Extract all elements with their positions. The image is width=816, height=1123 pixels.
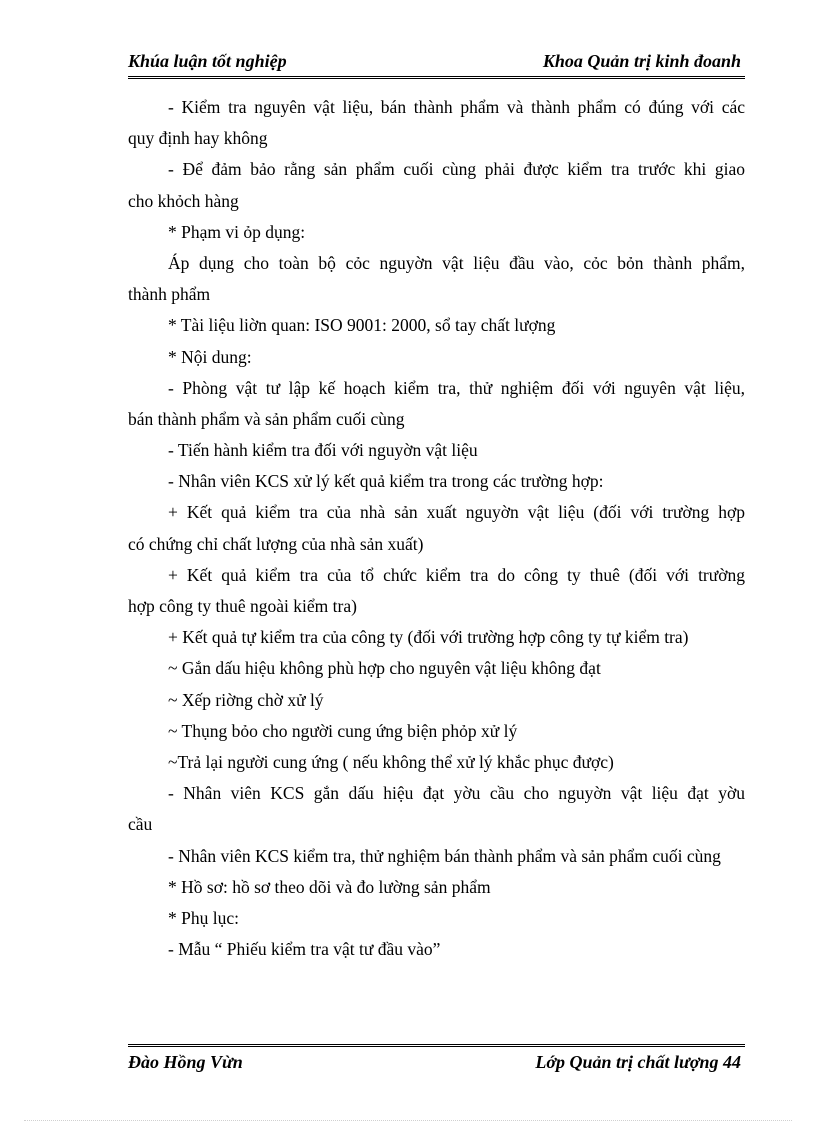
- body-line: - Nhân viên KCS kiểm tra, thử nghiệm bán thành phẩm và sản phẩm cuối cùng: [168, 845, 721, 866]
- body-line: ~Trả lại người cung ứng ( nếu không thể xử lý khắc phục được): [168, 751, 614, 772]
- body-line: - Nhân viên KCS gắn dấu hiệu đạt yờu cầu cho nguyờn vật liệu đạt yờu: [168, 783, 745, 804]
- body-line: - Mẫu “ Phiếu kiểm tra vật tư đầu vào”: [168, 939, 441, 960]
- footer-author: Đào Hồng Vừn: [128, 1052, 243, 1072]
- body-line: ~ Gắn dấu hiệu không phù hợp cho nguyên vật liệu không đạt: [168, 658, 601, 679]
- body-line: * Hồ sơ: hồ sơ theo dõi và đo lường sản phẩm: [168, 876, 491, 897]
- page-footer: [128, 1044, 745, 1075]
- body-line: - Nhân viên KCS xử lý kết quả kiểm tra trong các trường hợp:: [168, 471, 604, 492]
- body-line: ~ Thụng bỏo cho người cung ứng biện phỏp xử lý: [168, 720, 518, 741]
- body-line: Áp dụng cho toàn bộ cỏc nguyờn vật liệu đầu vào, cỏc bỏn thành phẩm,: [168, 252, 745, 273]
- page-header: [128, 46, 745, 79]
- body-line: * Phạm vi ỏp dụng:: [168, 221, 306, 242]
- body-line: quy định hay không: [128, 128, 268, 149]
- body-line: cho khỏch hàng: [128, 190, 239, 211]
- body-line: * Phụ lục:: [168, 907, 239, 928]
- body-line: + Kết quả kiểm tra của nhà sản xuất nguyờn vật liệu (đối với trường hợp: [168, 502, 745, 523]
- body-line: cầu: [128, 814, 153, 835]
- body-line: thành phẩm: [128, 284, 211, 305]
- body-line: + Kết quả kiểm tra của tổ chức kiểm tra do công ty thuê (đối với trường: [168, 564, 745, 585]
- body-line: - Phòng vật tư lập kế hoạch kiểm tra, thử nghiệm đối với nguyên vật liệu,: [168, 377, 745, 398]
- body-line: * Tài liệu liờn quan: ISO 9001: 2000, sổ tay chất lượng: [168, 315, 556, 336]
- document-body: [128, 92, 745, 965]
- body-line: - Kiểm tra nguyên vật liệu, bán thành phẩm và thành phẩm có đúng với các: [168, 97, 745, 117]
- body-line: + Kết quả tự kiểm tra của công ty (đối với trường hợp công ty tự kiểm tra): [168, 627, 689, 648]
- header-faculty: Khoa Quản trị kinh đoanh: [542, 51, 741, 71]
- body-line: có chứng chỉ chất lượng của nhà sản xuất): [128, 533, 424, 554]
- body-line: bán thành phẩm và sản phẩm cuối cùng: [128, 408, 405, 429]
- body-line: * Nội dung:: [168, 346, 252, 367]
- page-edge-divider: [24, 1120, 792, 1121]
- body-line: - Tiến hành kiểm tra đối với nguyờn vật liệu: [168, 440, 478, 461]
- header-thesis-title: Khúa luận tốt nghiệp: [128, 51, 287, 71]
- body-line: ~ Xếp riờng chờ xử lý: [168, 689, 324, 710]
- footer-class: Lớp Quản trị chất lượng 44: [535, 1052, 741, 1072]
- body-line: - Để đảm bảo rằng sản phẩm cuối cùng phải được kiểm tra trước khi giao: [168, 159, 745, 180]
- body-line: hợp công ty thuê ngoài kiểm tra): [128, 596, 357, 616]
